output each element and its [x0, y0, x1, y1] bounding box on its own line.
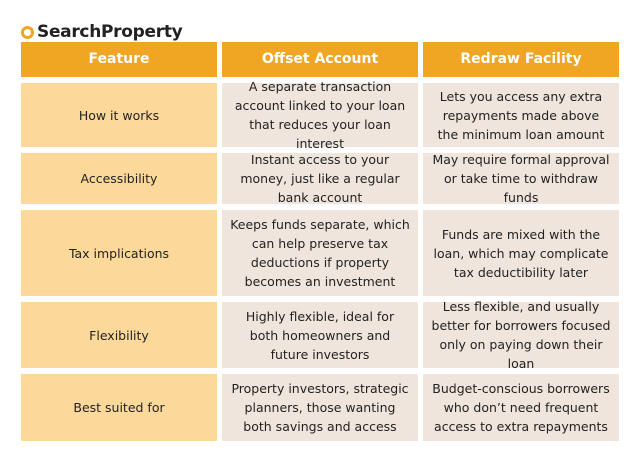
offset-cell: Keeps funds separate, which can help preserve tax deductions if property becomes an investment	[222, 210, 418, 296]
offset-cell: A separate transaction account linked to your loan that reduces your loan interest	[222, 83, 418, 147]
feature-cell: Tax implications	[21, 210, 217, 296]
header-offset-account: Offset Account	[222, 42, 418, 77]
feature-cell: Best suited for	[21, 374, 217, 441]
feature-cell: How it works	[21, 83, 217, 147]
logo	[21, 22, 182, 42]
header-feature: Feature	[21, 42, 217, 77]
comparison-table	[21, 42, 619, 441]
offset-cell: Instant access to your money, just like a regular bank account	[222, 153, 418, 204]
header-redraw-facility: Redraw Facility	[423, 42, 619, 77]
feature-cell: Flexibility	[21, 302, 217, 368]
offset-cell: Property investors, strategic planners, those wanting both savings and access	[222, 374, 418, 441]
offset-cell: Highly flexible, ideal for both homeowners and future investors	[222, 302, 418, 368]
redraw-cell: May require formal approval or take time to withdraw funds	[423, 153, 619, 204]
search-icon	[21, 26, 34, 39]
redraw-cell: Budget-conscious borrowers who don’t need frequent access to extra repayments	[423, 374, 619, 441]
redraw-cell: Less flexible, and usually better for borrowers focused only on paying down their loan	[423, 302, 619, 368]
logo-text: SearchProperty	[37, 22, 183, 42]
feature-cell: Accessibility	[21, 153, 217, 204]
redraw-cell: Funds are mixed with the loan, which may complicate tax deductibility later	[423, 210, 619, 296]
redraw-cell: Lets you access any extra repayments made above the minimum loan amount	[423, 83, 619, 147]
